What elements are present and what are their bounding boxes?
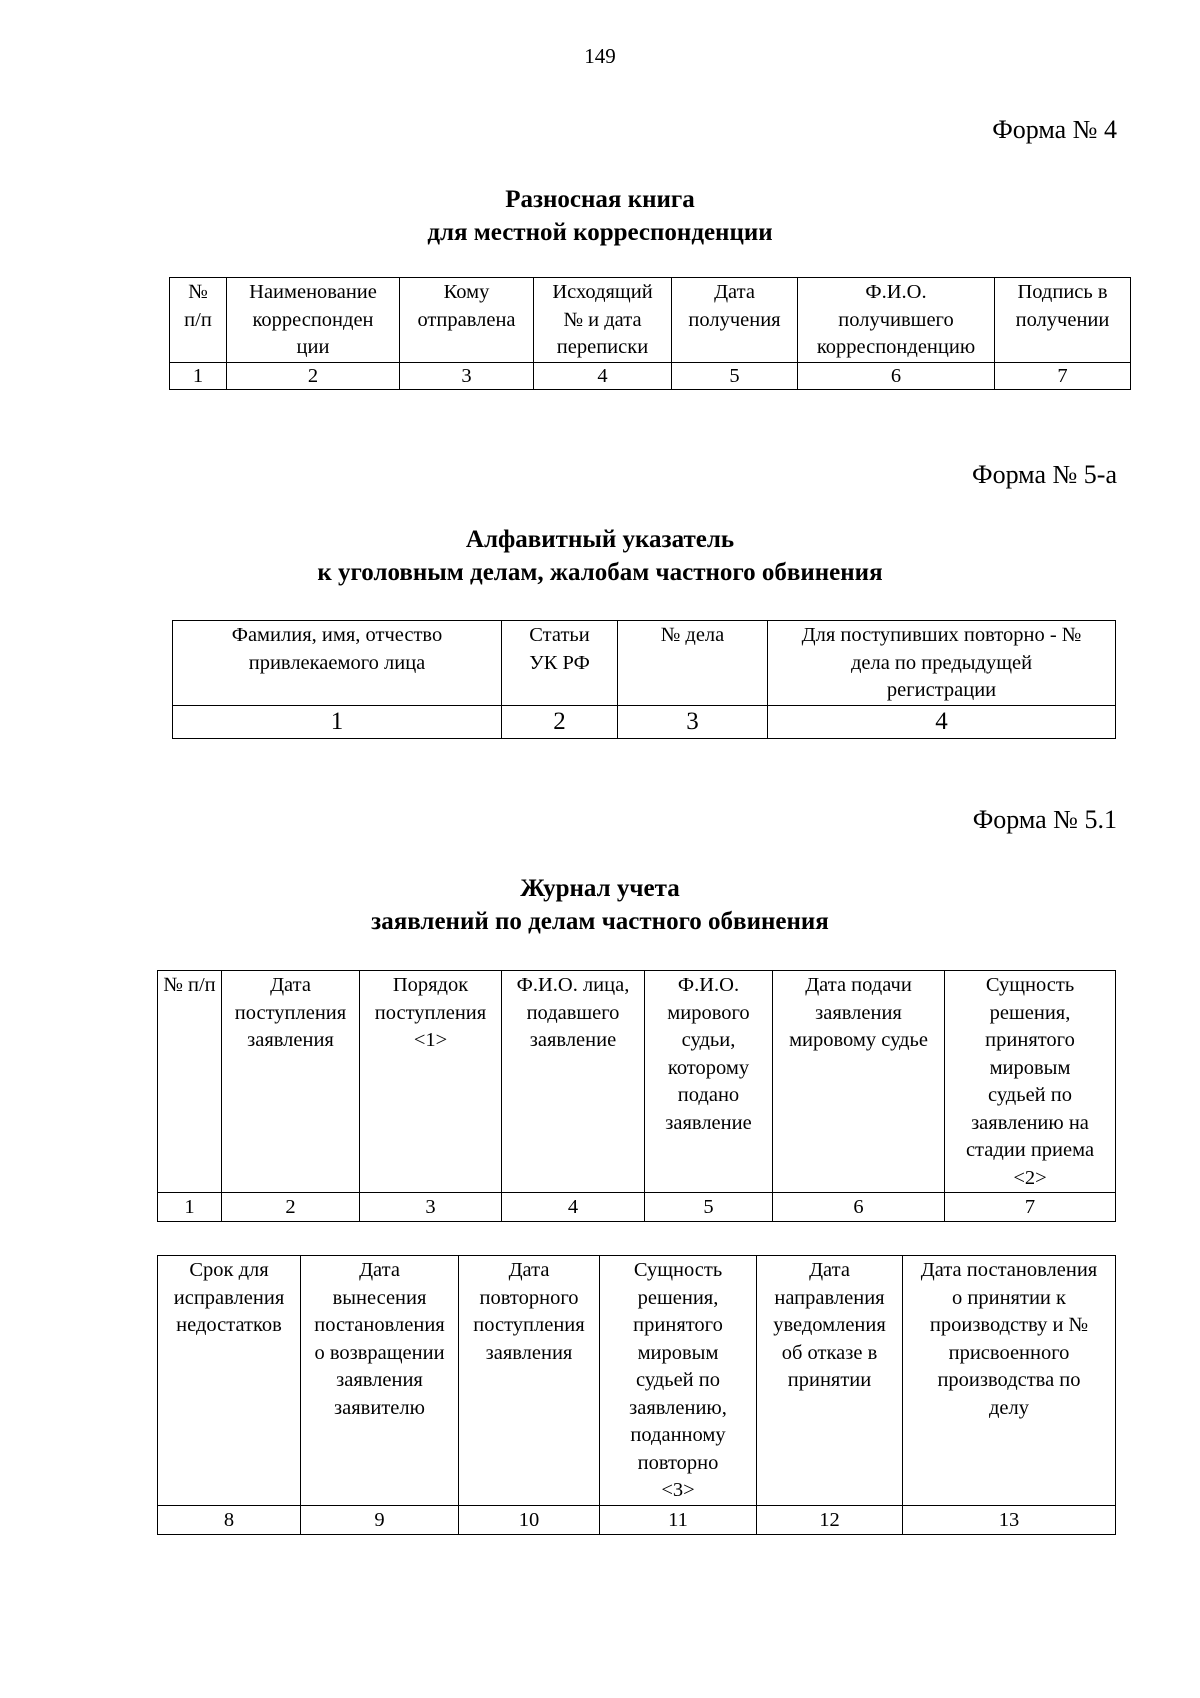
form-5-1-t2-col-number: 9 <box>301 1506 459 1535</box>
form-5a-col-number: 2 <box>502 705 618 738</box>
form-4-col-7-header: Подпись в получении <box>995 278 1131 363</box>
form-5a-table <box>172 620 1116 739</box>
form-5-1-t2-col-number: 12 <box>757 1506 903 1535</box>
form-4-col-6-header: Ф.И.О. получившего корреспонденцию <box>798 278 995 363</box>
form-5-1-t1-col-number: 4 <box>502 1193 645 1222</box>
form-5-1-t1-col-3-header: Порядок поступления <1> <box>360 971 502 1193</box>
form-5-1-t1-col-1-header: № п/п <box>158 971 222 1193</box>
form-5-1-table-2 <box>157 1255 1116 1535</box>
form-5a-col-number: 3 <box>618 705 768 738</box>
form-5-1-t1-col-number: 2 <box>222 1193 360 1222</box>
form-5-1-t2-col-13-header: Дата постановления о принятии к производству и № присвоенного производства по делу <box>903 1256 1116 1506</box>
form-5-1-t1-col-2-header: Дата поступления заявления <box>222 971 360 1193</box>
form-5-1-title <box>0 872 1200 938</box>
form-4-col-5-header: Дата получения <box>672 278 798 363</box>
form-5-1-label: Форма № 5.1 <box>972 805 1117 834</box>
form-5-1-t2-col-10-header: Дата повторного поступления заявления <box>459 1256 600 1506</box>
form-4-col-number: 2 <box>227 362 400 389</box>
form-5-1-table-1-number-row <box>158 1193 1116 1222</box>
form-4-col-3-header: Кому отправлена <box>400 278 534 363</box>
form-5-1-table-1 <box>157 970 1116 1222</box>
form-4-label: Форма № 4 <box>992 115 1117 144</box>
form-4-title <box>0 183 1200 249</box>
form-5a-label: Форма № 5-а <box>972 460 1117 489</box>
form-4-col-number: 3 <box>400 362 534 389</box>
form-4-col-number: 5 <box>672 362 798 389</box>
form-5a-header-row <box>173 621 1116 706</box>
form-5-1-table-1-header-row <box>158 971 1116 1193</box>
form-5-1-t1-col-7-header: Сущность решения, принятого мировым судьей по заявлению на стадии приема <2> <box>945 971 1116 1193</box>
form-5a-col-4-header: Для поступивших повторно - № дела по предыдущей регистрации <box>768 621 1116 706</box>
form-5-1-table-2-header-row <box>158 1256 1116 1506</box>
form-5a-col-2-header: Статьи УК РФ <box>502 621 618 706</box>
form-5-1-t1-col-number: 3 <box>360 1193 502 1222</box>
form-5-1-t2-col-number: 8 <box>158 1506 301 1535</box>
form-4-col-number: 1 <box>170 362 227 389</box>
form-4-number-row <box>170 362 1131 389</box>
form-5a-number-row <box>173 705 1116 738</box>
form-5a-col-number: 4 <box>768 705 1116 738</box>
form-5-1-t1-col-number: 5 <box>645 1193 773 1222</box>
form-5-1-t2-col-12-header: Дата направления уведомления об отказе в принятии <box>757 1256 903 1506</box>
form-5a-title-line-2: к уголовным делам, жалобам частного обвинения <box>317 559 883 586</box>
form-5-1-t1-col-number: 7 <box>945 1193 1116 1222</box>
form-5-1-t2-col-11-header: Сущность решения, принятого мировым судьей по заявлению, поданному повторно <3> <box>600 1256 757 1506</box>
form-4-table <box>169 277 1131 390</box>
form-5-1-t2-col-8-header: Срок для исправления недостатков <box>158 1256 301 1506</box>
form-4-header-row <box>170 278 1131 363</box>
form-5-1-t2-col-number: 10 <box>459 1506 600 1535</box>
form-5-1-t1-col-4-header: Ф.И.О. лица, подавшего заявление <box>502 971 645 1193</box>
form-5-1-title-line-2: заявлений по делам частного обвинения <box>371 908 829 935</box>
form-5-1-t1-col-number: 6 <box>773 1193 945 1222</box>
form-5a-title <box>0 523 1200 589</box>
form-5a-col-number: 1 <box>173 705 502 738</box>
form-4-col-2-header: Наименование корреспонден ции <box>227 278 400 363</box>
page-number: 149 <box>584 44 616 68</box>
form-4-title-line-1: Разносная книга <box>505 186 695 213</box>
form-4-col-1-header: № п/п <box>170 278 227 363</box>
form-5a-title-line-1: Алфавитный указатель <box>465 526 735 553</box>
form-4-title-line-2: для местной корреспонденции <box>427 219 773 246</box>
form-4-col-number: 6 <box>798 362 995 389</box>
form-5-1-t2-col-9-header: Дата вынесения постановления о возвращении заявления заявителю <box>301 1256 459 1506</box>
form-4-col-4-header: Исходящий № и дата переписки <box>534 278 672 363</box>
form-5-1-title-line-1: Журнал учета <box>520 875 680 902</box>
form-5a-col-3-header: № дела <box>618 621 768 706</box>
form-5-1-t2-col-number: 13 <box>903 1506 1116 1535</box>
form-5-1-t1-col-5-header: Ф.И.О. мирового судьи, которому подано заявление <box>645 971 773 1193</box>
form-4-col-number: 7 <box>995 362 1131 389</box>
form-5-1-table-2-number-row <box>158 1506 1116 1535</box>
form-5-1-t1-col-6-header: Дата подачи заявления мировому судье <box>773 971 945 1193</box>
form-5-1-t2-col-number: 11 <box>600 1506 757 1535</box>
form-4-col-number: 4 <box>534 362 672 389</box>
form-5a-col-1-header: Фамилия, имя, отчество привлекаемого лица <box>173 621 502 706</box>
form-5-1-t1-col-number: 1 <box>158 1193 222 1222</box>
